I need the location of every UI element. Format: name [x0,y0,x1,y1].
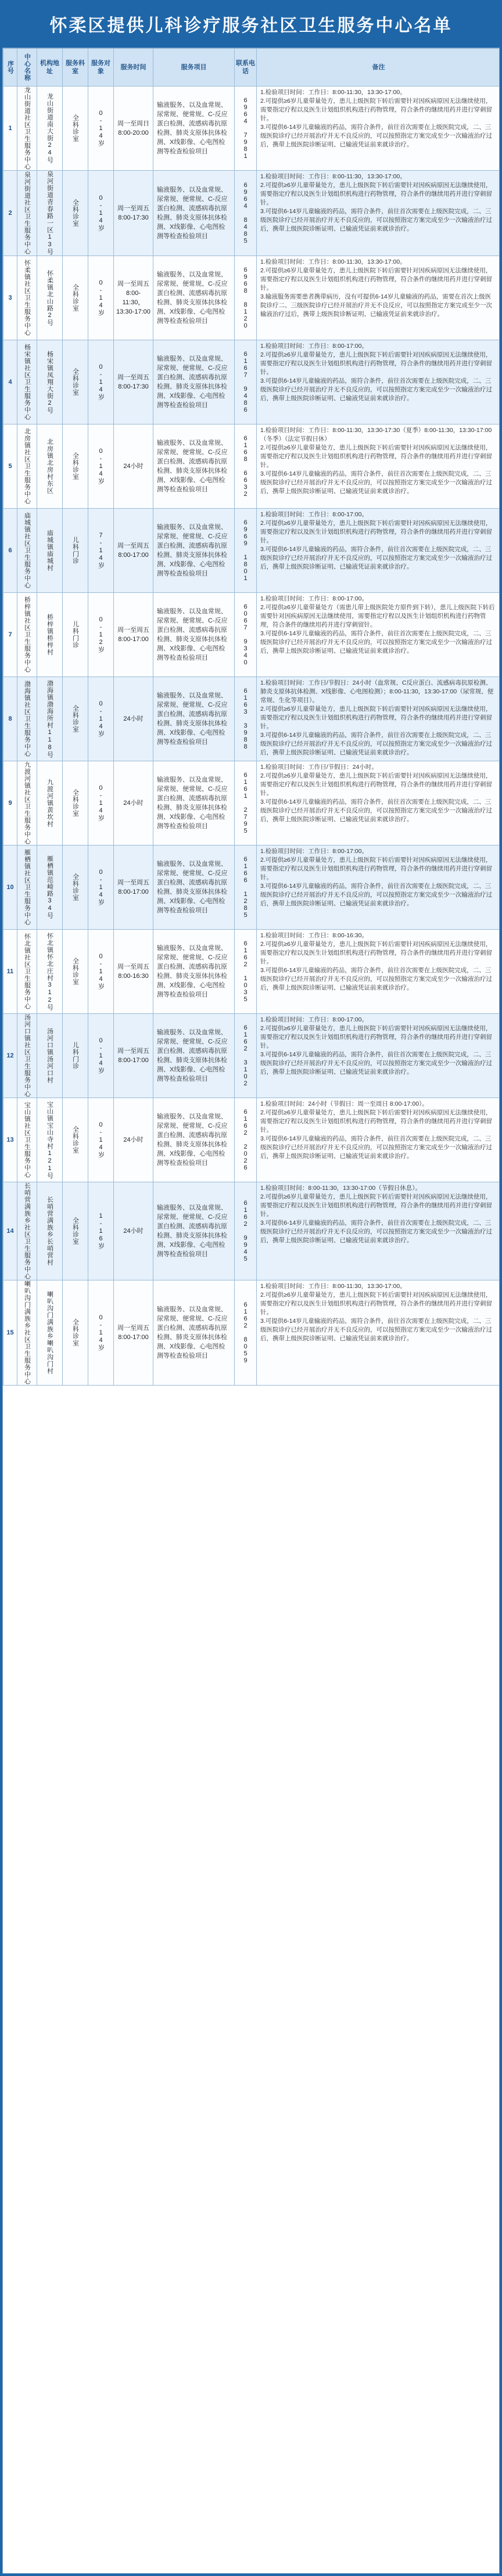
table-row [3,256,500,340]
remark-line: 2.可提供≥6岁儿童带量处方，患儿上级医院下转后需要针对因疾病原因无法继续使用，需要指定疗程以及医生计划组织机构进行药物管理，符合条件的继续用药并进行穿刺留针。 [260,772,492,797]
cell-service-time: 周一至周五8:00-17:30 [114,340,153,424]
remark-line: 1.检验项目时间：工作日/节假日：24小时（血常规、C反应蛋白、流感病毒抗原检测、肺炎支原体抗体检测、X线影像、心电图检测）；8:00-11:30，13:30-17:00（尿常规、便常规、生化等项目）。 [260,679,494,704]
remark-line: 1.检验项目时间：24小时（节假日：周一至周日 8:00-17:00）。 [260,1100,428,1107]
table-body [3,87,500,1386]
cell-department: 儿科门诊 [63,1014,88,1098]
remark-line: 2.可提供≥6岁儿童带量处方，患儿上级医院下转后需要针对因疾病原因无法继续使用，需要指定疗程以及医生计划组织机构进行药物管理，符合条件的继续用药并进行穿刺留针。 [260,857,492,881]
remark-line: 3.可提供6-14岁儿童输液的药品，需符合条件，前往首次需要在上级医院完成，二、三级医院诊疗已经开展治疗并无不良反应的，可以按照指定方案完成至少一次输液治疗过后，携带上级医院诊断证明、已输液凭证前来就诊治疗。 [260,377,492,402]
table-header-row [3,49,500,87]
cell-remarks [257,256,500,340]
remark-line: 3.可提供6-14岁儿童输液的药品，需符合条件，前往首次需要在上级医院完成，二、三级医院诊疗已经开展治疗并无不良反应的，可以按照指定方案完成至少一次输液治疗过后，携带上级医院诊断证明、已输液凭证前来就诊治疗。 [260,470,492,495]
cell-seq: 5 [3,424,17,509]
table-row [3,87,500,171]
remark-line: 2.可提供≥6岁儿童带量处方，患儿上级医院下转后需要针对因疾病原因无法继续使用，需要指定疗程以及医生计划组织机构进行药物管理，符合条件的继续用药并进行穿刺留针。 [260,520,492,544]
cell-seq: 2 [3,171,17,256]
cell-department: 全科诊室 [63,1098,88,1182]
cell-service-time: 周一至周五8:00-16:30 [114,930,153,1014]
cell-target-age: 0-14岁 [88,1098,114,1182]
table-row [3,509,500,593]
cell-remarks [257,1098,500,1182]
cell-seq: 9 [3,761,17,846]
cell-service-items: 输液服务、以及血常规、尿常规、便常规、C-反应蛋白检测、流感病毒抗原检测、肺炎支原体抗体检测、X线影像、心电图检测等检查检验项目 [153,424,235,509]
cell-remarks [257,761,500,846]
cell-service-items: 输液服务、以及血常规、尿常规、便常规、C-反应蛋白检测、流感病毒抗原检测、肺炎支原体抗体检测、X线影像、心电图检测等检查检验项目 [153,846,235,930]
remark-line: 1.检验项目时间：工作日：8:00-17:00。 [260,511,368,518]
cell-remarks [257,87,500,171]
cell-service-items: 输液服务、以及血常规、尿常规、便常规、C-反应蛋白检测、流感病毒抗原检测、肺炎支原体抗体检测、X线影像、心电图检测等检查检验项目 [153,761,235,846]
remark-line: 1.检验项目时间：工作日：8:00-17:00。 [260,595,368,602]
cell-service-items: 输液服务、以及血常规、尿常规、便常规、C-反应蛋白检测、流感病毒抗原检测、肺炎支原体抗体检测、X线影像、心电图检测等检查检验项目 [153,1098,235,1182]
cell-remarks [257,1280,500,1386]
table-row [3,1098,500,1182]
remark-line: 2.可提供≥6岁儿童带量处方，患儿上级医院下转后需要针对因疾病原因无法继续使用，需要指定疗程以及医生计划组织机构进行药物管理，符合条件的继续用药并进行穿刺留针。 [260,182,492,206]
cell-phone: 6964 8485 [235,171,257,256]
cell-service-time: 周一至周五8:00-17:00 [114,846,153,930]
table-row [3,171,500,256]
cell-service-time: 周一至周五8:00-17:00 [114,593,153,677]
cell-center: 雁栖镇社区卫生服务中心 [17,846,37,930]
cell-service-items: 输液服务、以及血常规、尿常规、便常规、C-反应蛋白检测、流感病毒抗原检测、肺炎支原体抗体检测、X线影像、心电图检测等检查检验项目 [153,1280,235,1386]
cell-address: 渤海镇渤海所村118号 [37,677,63,761]
table-row [3,424,500,509]
cell-address: 怀柔镇北山路2号 [37,256,63,340]
cell-remarks [257,340,500,424]
cell-department: 全科诊室 [63,87,88,171]
cell-remarks [257,593,500,677]
header-addr: 机构地址 [37,49,63,87]
cell-remarks [257,846,500,930]
table-row [3,677,500,761]
cell-center: 桥梓镇社区卫生服务中心 [17,593,37,677]
cell-target-age: 0-14岁 [88,1014,114,1098]
cell-service-items: 输液服务、以及血常规、尿常规、便常规、C-反应蛋白检测、流感病毒抗原检测、肺炎支原体抗体检测、X线影像、心电图检测等检查检验项目 [153,1182,235,1280]
cell-center: 九渡河镇社区卫生服务中心 [17,761,37,846]
cell-address: 宝山镇宝山寺村121号 [37,1098,63,1182]
cell-center: 长哨营满族乡社区卫生服务中心 [17,1182,37,1280]
cell-seq: 6 [3,509,17,593]
cell-service-time: 24小时 [114,1098,153,1182]
cell-department: 全科诊室 [63,846,88,930]
cell-service-time: 周一至周五8:00-11:30，13:30-17:00 [114,256,153,340]
header-phone: 联系电话 [235,49,257,87]
remark-line: 3.可提供6-14岁儿童输液的药品，需符合条件，前往首次需要在上级医院完成，二、三级医院诊疗已经开展治疗并无不良反应的，可以按照指定方案完成至少一次输液治疗过后，携带上级医院诊断证明、已输液凭证前来就诊治疗。 [260,1135,492,1160]
cell-phone: 6163 3988 [235,677,257,761]
cell-phone: 6168 6632 [235,424,257,509]
cell-phone: 6968 8120 [235,256,257,340]
remark-line: 2.可提供≥6岁儿童带量处方，患儿上级医院下转后需要针对因疾病原因无法继续使用，需要指定疗程以及医生计划组织机构进行药物管理，符合条件的继续用药并进行穿刺留针。 [260,1025,492,1049]
cell-seq: 11 [3,930,17,1014]
title-bar [0,0,502,48]
cell-seq: 15 [3,1280,17,1386]
cell-service-time: 周一至周五8:00-17:00 [114,509,153,593]
remark-line: 1.检验项目时间：工作日：8:00-16:30。 [260,932,368,939]
cell-address: 喇叭沟门满族乡喇叭沟门村 [37,1280,63,1386]
cell-target-age: 1-16岁 [88,1182,114,1280]
remark-line: 3.输液服务需要患者携带病历，没有可提供6-14岁儿童输液的药品，需要在首次上级医院诊疗二、三级医院诊疗已经开展治疗并无不良反应，可以按照指定方案完成至少一次输液治疗过后，携带上级医院诊断证明、已输液凭证前来就诊治疗。 [260,293,492,318]
cell-service-items: 输液服务、以及血常规、尿常规、便常规、C-反应蛋白检测、流感病毒抗原检测、肺炎支原体抗体检测、X线影像、心电图检测等检查检验项目 [153,340,235,424]
cell-department: 全科诊室 [63,171,88,256]
cell-center: 怀北镇社区卫生服务中心 [17,930,37,1014]
cell-target-age: 0-14岁 [88,1280,114,1386]
cell-center: 渤海镇社区卫生服务中心 [17,677,37,761]
cell-seq: 1 [3,87,17,171]
header-target: 服务对象 [88,49,114,87]
cell-department: 全科诊室 [63,761,88,846]
remark-line: 3.可提供6-14岁儿童输液的药品，需符合条件，前往首次需要在上级医院完成，二、三级医院诊疗已经开展治疗并无不良反应的，可以按照指定方案完成至少一次输液治疗过后，携带上级医院诊断证明、已输液凭证前来就诊治疗。 [260,1051,492,1075]
table-container [2,48,500,2574]
header-items: 服务项目 [153,49,235,87]
cell-address: 汤河口镇汤河口村 [37,1014,63,1098]
remark-line: 1.检验项目时间：工作日：8:00-11:30，13:30-17:30（夏季）8:00-11:30，13:30-17:00（冬季）（法定节假日休） [260,427,492,442]
header-seq: 序号 [3,49,17,87]
cell-address: 怀北镇怀北庄村312号 [37,930,63,1014]
cell-center: 汤河口镇社区卫生服务中心 [17,1014,37,1098]
remark-line: 1.检验项目时间：工作日：8:00-17:00。 [260,1016,368,1023]
cell-phone: 6969 1801 [235,509,257,593]
cell-phone: 6162 3102 [235,1014,257,1098]
remark-line: 3.可提供6-14岁儿童输液的药品，需符合条件，前往首次需要在上级医院完成，二、三级医院诊疗已经开展治疗并无不良反应的，可以按照指定方案完成至少一次输液治疗过后，携带上级医院诊断证明、已输液凭证前来就诊治疗。 [260,732,492,756]
remark-line: 2.可提供≥6岁儿童带量处方，患儿上级医院下转后需要针对因疾病原因无法继续使用，需要指定疗程以及医生计划组织机构进行药物管理，符合条件的继续用药并进行穿刺留针。 [260,98,492,122]
remark-line: 2.可提供≥6岁儿童带量处方，患儿上级医院下转后需要针对因疾病原因无法继续使用，需要指定疗程以及医生计划组织机构进行药物管理，符合条件的继续用药并进行穿刺留针。 [260,267,492,292]
header-remarks: 备注 [257,49,500,87]
header-time: 服务时间 [114,49,153,87]
cell-phone: 6162 1035 [235,930,257,1014]
cell-seq: 8 [3,677,17,761]
header-dept: 服务科室 [63,49,88,87]
cell-department: 全科诊室 [63,256,88,340]
cell-remarks [257,424,500,509]
cell-address: 长哨营满族乡长哨营村 [37,1182,63,1280]
cell-service-time: 周一至周五8:00-17:30 [114,171,153,256]
cell-center: 怀柔镇社区卫生服务中心 [17,256,37,340]
table-row [3,930,500,1014]
cell-service-items: 输液服务、以及血常规、尿常规、便常规、C-反应蛋白检测、流感病毒抗原检测、肺炎支原体抗体检测、X线影像、心电图检测等检查检验项目 [153,930,235,1014]
cell-phone: 6964 7981 [235,87,257,171]
cell-service-time: 周一至周五8:00-17:00 [114,1280,153,1386]
remark-line: 1.检验项目时间：8:00-11:30，13:30-17:00（节假日休息）。 [260,1185,421,1192]
cell-department: 儿科门诊 [63,593,88,677]
cell-department: 全科诊室 [63,1182,88,1280]
remark-line: 1.检验项目时间：工作日：8:00-17:00。 [260,848,368,855]
cell-seq: 10 [3,846,17,930]
cell-service-items: 输液服务、以及血常规、尿常规、便常规、C-反应蛋白检测、流感病毒抗原检测、肺炎支原体抗体检测、X线影像、心电图检测等检查检验项目 [153,677,235,761]
remark-line: 3.可提供6-14岁儿童输液的药品，需符合条件，前往首次需要在上级医院完成，二、三级医院诊疗已经开展治疗并无不良反应的，可以按照指定方案完成至少一次输液治疗过后，携带上级医院诊断证明、已输液凭证前来就诊治疗。 [260,967,492,991]
cell-service-time: 24小时 [114,677,153,761]
cell-phone: 6067 9340 [235,593,257,677]
cell-center: 庙城镇社区卫生服务中心 [17,509,37,593]
cell-phone: 6167 9486 [235,340,257,424]
remark-line: 3.可提供6-14岁儿童输液的药品，需符合条件，前往首次需要在上级医院完成，二、三级医院诊疗已经开展治疗并无不良反应的，可以按照指定方案完成至少一次输液治疗过后，携带上级医院诊断证明、已输液凭证前来就诊治疗。 [260,546,492,570]
cell-target-age: 0-14岁 [88,171,114,256]
cell-center: 泉河街道社区卫生服务中心 [17,171,37,256]
remark-line: 2.可提供≥6岁儿童带量处方，患儿上级医院下转后需要针对因疾病原因无法继续使用，需要指定疗程以及医生计划组织机构进行药物管理，符合条件的继续用药并进行穿刺留针。 [260,941,492,965]
remark-line: 1.检验项目时间：工作日：8:00-11:30，13:30-17:00。 [260,89,406,96]
header-center: 中心名称 [17,49,37,87]
cell-address: 北房镇北房村东区 [37,424,63,509]
remark-line: 2.可提供≥6岁儿童带量处方，患儿上级医院下转后需要针对因疾病原因无法继续使用，需要指定疗程以及医生计划组织机构进行药物管理，符合条件的继续用药并进行穿刺留针。 [260,1291,492,1316]
table-row [3,846,500,930]
cell-seq: 14 [3,1182,17,1280]
remark-line: 2.可提供≥6岁儿童带量处方（需患儿带上级医院处方原件到下转），患儿上级医院下转后需要针对因疾病原因无法继续使用，需要指定疗程以及医生计划组织机构进行药物管理，符合条件的继续用药并进行穿刺留针。 [260,604,495,628]
cell-department: 儿科门诊 [63,509,88,593]
table-row [3,1182,500,1280]
cell-service-items: 输液服务、以及血常规、尿常规、便常规、C-反应蛋白检测、流感病毒抗原检测、肺炎支原体抗体检测、X线影像、心电图检测等检查检验项目 [153,171,235,256]
cell-seq: 13 [3,1098,17,1182]
page-title: 怀柔区提供儿科诊疗服务社区卫生服务中心名单 [49,16,453,36]
cell-department: 全科诊室 [63,677,88,761]
remark-line: 3.可提供6-14岁儿童输液的药品，需符合条件，前往首次需要在上级医院完成，二、三级医院诊疗已经开展治疗并无不良反应的，可以按照指定方案完成至少一次输液治疗过后，携带上级医院诊断证明、已输液凭证前来就诊治疗。 [260,883,492,907]
cell-target-age: 0-14岁 [88,846,114,930]
remark-line: 3.可提供6-14岁儿童输液的药品，需符合条件，前往首次需要在上级医院完成，二、三级医院诊疗已经开展治疗并无不良反应的，可以按照指定方案完成至少一次输液治疗过后，携带上级医院诊断证明、已输液凭证前来就诊治疗。 [260,208,492,232]
cell-service-time: 24小时 [114,424,153,509]
cell-center: 宝山镇社区卫生服务中心 [17,1098,37,1182]
cell-remarks [257,677,500,761]
cell-seq: 4 [3,340,17,424]
cell-department: 全科诊室 [63,340,88,424]
cell-service-items: 输液服务、以及血常规、尿常规、便常规、C-反应蛋白检测、流感病毒抗原检测、肺炎支原体抗体检测、X线影像、心电图检测等检查检验项目 [153,593,235,677]
remark-line: 1.检验项目时间：工作日：8:00-11:30，13:30-17:00。 [260,1283,406,1290]
remark-line: 2.可提供≥6岁儿童带量处方，患儿上级医院下转后需要针对因疾病原因无法继续使用，需要指定疗程以及医生计划组织机构进行药物管理，符合条件的继续用药并进行穿刺留针。 [260,444,492,469]
cell-target-age: 0-14岁 [88,424,114,509]
cell-service-items: 输液服务、以及血常规、尿常规、便常规、C-反应蛋白检测、流感病毒抗原检测、肺炎支原体抗体检测、X线影像、心电图检测等检查检验项目 [153,1014,235,1098]
remark-line: 1.检验项目时间：工作日：8:00-17:00。 [260,343,368,350]
cell-phone: 6161 2795 [235,761,257,846]
remark-line: 3.可提供6-14岁儿童输液的药品，需符合条件，前往首次需要在上级医院完成，二、三级医院诊疗已经开展治疗并无不良反应的，可以按照指定方案完成至少一次输液治疗过后，携带上级医院诊断证明、已输液凭证前来就诊治疗。 [260,1219,492,1244]
cell-target-age: 0-14岁 [88,87,114,171]
cell-remarks [257,509,500,593]
cell-center: 北房镇社区卫生服务中心 [17,424,37,509]
cell-seq: 3 [3,256,17,340]
cell-department: 全科诊室 [63,424,88,509]
cell-phone: 6162 8059 [235,1280,257,1386]
cell-service-time: 24小时 [114,761,153,846]
remark-line: 3.可提供6-14岁儿童输液的药品，需符合条件，前往首次需要在上级医院完成，二、三级医院诊疗已经开展治疗并无不良反应的，可以按照指定方案完成至少一次输液治疗过后，携带上级医院诊断证明、已输液凭证前来就诊治疗。 [260,798,492,823]
table-row [3,1014,500,1098]
cell-remarks [257,1014,500,1098]
cell-address: 庙城镇庙城村 [37,509,63,593]
table-row [3,593,500,677]
remark-line: 1.检验项目时间：工作日/节假日：24小时。 [260,764,378,771]
cell-address: 桥梓镇桥梓村 [37,593,63,677]
cell-target-age: 0-14岁 [88,340,114,424]
cell-target-age: 0-14岁 [88,677,114,761]
cell-phone: 6166 1285 [235,846,257,930]
cell-remarks [257,171,500,256]
cell-target-age: 7-14岁 [88,509,114,593]
table-row [3,1280,500,1386]
remark-line: 3.可提供6-14岁儿童输液的药品，需符合条件，前往首次需要在上级医院完成，二、三级医院诊疗已经开展治疗并无不良反应的，可以按照指定方案完成至少一次输液治疗过后，携带上级医院诊断证明、已输液凭证前来就诊治疗。 [260,630,492,654]
cell-remarks [257,930,500,1014]
table-row [3,340,500,424]
cell-target-age: 0-12岁 [88,593,114,677]
cell-seq: 12 [3,1014,17,1098]
cell-phone: 6162 9945 [235,1182,257,1280]
cell-phone: 6162 2026 [235,1098,257,1182]
cell-center: 杨宋镇社区卫生服务中心 [17,340,37,424]
remark-line: 1.检验项目时间：工作日：8:00-11:30，13:30-17:00。 [260,258,406,265]
remark-line: 2.可提供≥6岁儿童带量处方，患儿上级医院下转后需要针对因疾病原因无法继续使用，需要指定疗程以及医生计划组织机构进行药物管理，符合条件的继续用药并进行穿刺留针。 [260,706,492,730]
cell-service-items: 输液服务、以及血常规、尿常规、便常规、C-反应蛋白检测、流感病毒抗原检测、肺炎支原体抗体检测、X线影像、心电图检测等检查检验项目 [153,256,235,340]
cell-department: 全科诊室 [63,930,88,1014]
cell-service-time: 周一至周五8:00-17:00 [114,1014,153,1098]
cell-address: 九渡河镇黄坎村 [37,761,63,846]
remark-line: 1.检验项目时间：工作日：8:00-11:30，13:30-17:00。 [260,173,406,180]
cell-center: 喇叭沟门满族乡社区卫生服务中心 [17,1280,37,1386]
cell-service-items: 输液服务、以及血常规、尿常规、便常规、C-反应蛋白检测、流感病毒抗原检测、肺炎支原体抗体检测、X线影像、心电图检测等检查检验项目 [153,87,235,171]
cell-remarks [257,1182,500,1280]
remark-line: 3.可提供6-14岁儿童输液的药品，需符合条件，前往首次需要在上级医院完成，二、三级医院诊疗已经开展治疗并无不良反应的，可以按照指定方案完成至少一次输液治疗过后，携带上级医院诊断证明、已输液凭证前来就诊治疗。 [260,124,492,148]
cell-address: 龙山街道南大街24号 [37,87,63,171]
cell-center: 龙山街道社区卫生服务中心 [17,87,37,171]
cell-service-time: 24小时 [114,1182,153,1280]
cell-service-time: 周一至周日8:00-20:00 [114,87,153,171]
remark-line: 2.可提供≥6岁儿童带量处方，患儿上级医院下转后需要针对因疾病原因无法继续使用，需要指定疗程以及医生计划组织机构进行药物管理，符合条件的继续用药并进行穿刺留针。 [260,1109,492,1134]
remark-line: 3.可提供6-14岁儿童输液的药品，需符合条件，前往首次需要在上级医院完成，二、三级医院诊疗已经开展治疗并无不良反应的，可以按照指定方案完成至少一次输液治疗过后，携带上级医院诊断证明、已输液凭证前来就诊治疗。 [260,1318,492,1342]
cell-department: 全科诊室 [63,1280,88,1386]
cell-address: 杨宋镇凤翔大街2号 [37,340,63,424]
cell-seq: 7 [3,593,17,677]
cell-target-age: 0-14岁 [88,761,114,846]
cell-target-age: 0-14岁 [88,930,114,1014]
table-row [3,761,500,846]
cell-service-items: 输液服务、以及血常规、尿常规、便常规、C-反应蛋白检测、流感病毒抗原检测、肺炎支原体抗体检测、X线影像、心电图检测等检查检验项目 [153,509,235,593]
cell-target-age: 0-14岁 [88,256,114,340]
remark-line: 2.可提供≥6岁儿童带量处方，患儿上级医院下转后需要针对因疾病原因无法继续使用，需要指定疗程以及医生计划组织机构进行药物管理，符合条件的继续用药并进行穿刺留针。 [260,1193,492,1218]
remark-line: 2.可提供≥6岁儿童带量处方，患儿上级医院下转后需要针对因疾病原因无法继续使用，需要指定疗程以及医生计划组织机构进行药物管理，符合条件的继续用药并进行穿刺留针。 [260,351,492,376]
cell-address: 泉河街道青春路一区13号 [37,171,63,256]
cell-address: 雁栖镇范崎路34号 [37,846,63,930]
clinic-table [3,48,500,1386]
